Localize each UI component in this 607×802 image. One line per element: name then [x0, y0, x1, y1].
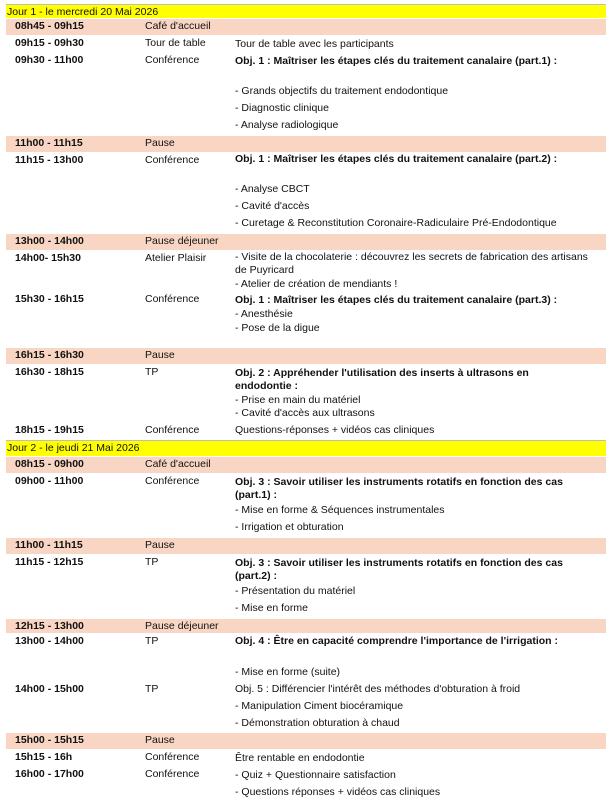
description-line: - Présentation du matériel: [235, 585, 356, 597]
pause-row: [6, 538, 606, 554]
description-line: - Grands objectifs du traitement endodontique: [235, 85, 449, 97]
time-cell: 11h15 - 12h15: [15, 556, 84, 568]
description-line: - Prise en main du matériel: [235, 394, 361, 406]
pause-row: [6, 348, 606, 364]
pause-row: [6, 733, 606, 749]
time-cell: 12h15 - 13h00: [15, 620, 84, 632]
type-cell: Pause: [145, 734, 175, 746]
description-line: - Diagnostic clinique: [235, 102, 329, 114]
type-cell: Pause déjeuner: [145, 620, 219, 632]
day-header: [6, 440, 606, 456]
description-line: Obj. 1 : Maîtriser les étapes clés du traitement canalaire (part.1) :: [235, 55, 558, 67]
type-cell: Pause: [145, 349, 175, 361]
description-line: Obj. 4 : Être en capacité comprendre l'importance de l'irrigation :: [235, 635, 558, 647]
type-cell: Café d'accueil: [145, 458, 211, 470]
time-cell: 18h15 - 19h15: [15, 424, 84, 436]
pause-row: [6, 619, 606, 633]
type-cell: Conférence: [145, 475, 200, 487]
type-cell: Conférence: [145, 751, 200, 763]
type-cell: Conférence: [145, 54, 200, 66]
description-line: - Anesthésie: [235, 308, 293, 320]
description-line: - Irrigation et obturation: [235, 521, 344, 533]
pause-row: [6, 457, 606, 473]
time-cell: 15h30 - 16h15: [15, 293, 84, 305]
description-line: - Démonstration obturation à chaud: [235, 717, 400, 729]
description-line: de Puyricard: [235, 264, 294, 276]
description-line: - Analyse radiologique: [235, 119, 339, 131]
type-cell: TP: [145, 683, 159, 695]
description-line: Obj. 3 : Savoir utiliser les instruments rotatifs en fonction des cas: [235, 557, 563, 569]
description-line: - Cavité d'accès: [235, 200, 310, 212]
time-cell: 16h00 - 17h00: [15, 768, 84, 780]
type-cell: TP: [145, 635, 159, 647]
time-cell: 15h15 - 16h: [15, 751, 73, 763]
time-cell: 11h00 - 11h15: [15, 137, 83, 149]
description-line: - Mise en forme: [235, 602, 308, 614]
time-cell: 13h00 - 14h00: [15, 235, 84, 247]
time-cell: 11h00 - 11h15: [15, 539, 83, 551]
description-line: - Mise en forme (suite): [235, 666, 341, 678]
day-title: Jour 1 - le mercredi 20 Mai 2026: [7, 6, 159, 18]
description-line: (part.1) :: [235, 489, 277, 501]
description-line: Questions-réponses + vidéos cas cliniques: [235, 424, 435, 436]
time-cell: 14h00 - 15h00: [15, 683, 84, 695]
description-line: Obj. 3 : Savoir utiliser les instruments rotatifs en fonction des cas: [235, 476, 563, 488]
description-line: - Atelier de création de mendiants !: [235, 278, 398, 290]
description-line: - Analyse CBCT: [235, 183, 310, 195]
description-line: (part.2) :: [235, 570, 277, 582]
pause-row: [6, 136, 606, 152]
type-cell: Conférence: [145, 293, 200, 305]
day-header: [6, 4, 606, 18]
type-cell: Conférence: [145, 424, 200, 436]
description-line: - Manipulation Ciment biocéramique: [235, 700, 404, 712]
description-line: - Quiz + Questionnaire satisfaction: [235, 769, 396, 781]
type-cell: Conférence: [145, 768, 200, 780]
time-cell: 14h00- 15h30: [15, 252, 81, 264]
time-cell: 08h45 - 09h15: [15, 20, 84, 32]
description-line: - Mise en forme & Séquences instrumentales: [235, 504, 445, 516]
type-cell: Conférence: [145, 154, 200, 166]
time-cell: 09h15 - 09h30: [15, 37, 84, 49]
time-cell: 11h15 - 13h00: [15, 154, 84, 166]
time-cell: 08h15 - 09h00: [15, 458, 84, 470]
time-cell: 09h00 - 11h00: [15, 475, 84, 487]
pause-row: [6, 234, 606, 250]
time-cell: 13h00 - 14h00: [15, 635, 84, 647]
time-cell: 15h00 - 15h15: [15, 734, 84, 746]
description-line: - Curetage & Reconstitution Coronaire-Radiculaire Pré-Endodontique: [235, 217, 557, 229]
type-cell: Pause: [145, 539, 175, 551]
description-line: endodontie :: [235, 380, 298, 392]
description-line: Être rentable en endodontie: [235, 752, 365, 764]
type-cell: TP: [145, 556, 159, 568]
time-cell: 09h30 - 11h00: [15, 54, 84, 66]
description-line: - Cavité d'accès aux ultrasons: [235, 407, 375, 419]
time-cell: 16h15 - 16h30: [15, 349, 84, 361]
pause-row: [6, 19, 606, 35]
type-cell: Atelier Plaisir: [145, 252, 207, 264]
time-cell: 16h30 - 18h15: [15, 366, 84, 378]
day-title: Jour 2 - le jeudi 21 Mai 2026: [7, 442, 140, 454]
description-line: - Questions réponses + vidéos cas cliniques: [235, 786, 441, 798]
description-line: Obj. 1 : Maîtriser les étapes clés du traitement canalaire (part.3) :: [235, 294, 558, 306]
type-cell: Café d'accueil: [145, 20, 211, 32]
description-line: Obj. 2 : Appréhender l'utilisation des inserts à ultrasons en: [235, 367, 529, 379]
description-line: Obj. 5 : Différencier l'intérêt des méthodes d'obturation à froid: [235, 683, 521, 695]
description-line: - Visite de la chocolaterie : découvrez les secrets de fabrication des artisans: [235, 251, 588, 263]
type-cell: Tour de table: [145, 37, 206, 49]
description-line: - Pose de la digue: [235, 322, 320, 334]
description-line: Tour de table avec les participants: [235, 38, 394, 50]
type-cell: Pause: [145, 137, 175, 149]
type-cell: TP: [145, 366, 159, 378]
type-cell: Pause déjeuner: [145, 235, 219, 247]
description-line: Obj. 1 : Maîtriser les étapes clés du traitement canalaire (part.2) :: [235, 153, 558, 165]
